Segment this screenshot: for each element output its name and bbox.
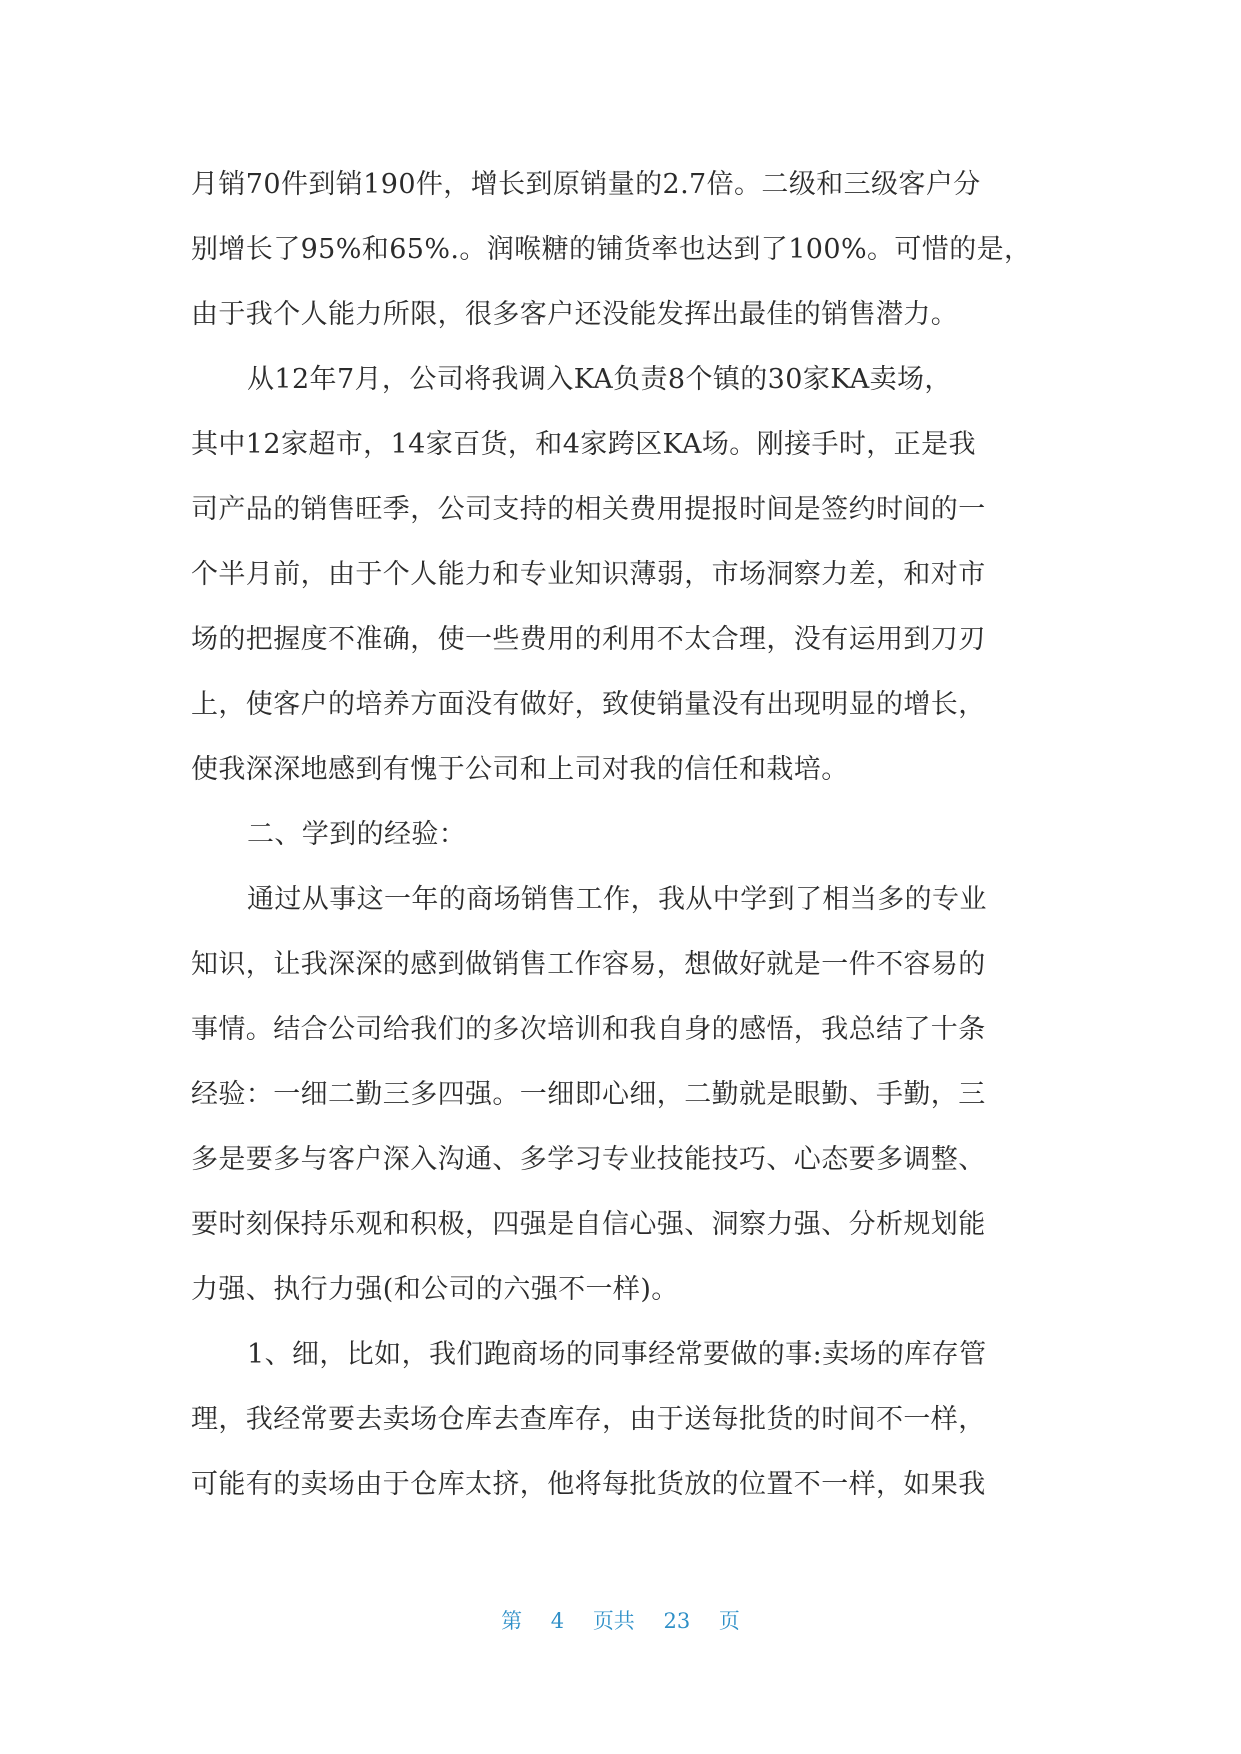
text-line: 上，使客户的培养方面没有做好，致使销量没有出现明显的增长， <box>191 689 986 720</box>
text-line: 知识，让我深深的感到做销售工作容易，想做好就是一件不容易的 <box>191 949 986 980</box>
text-line: 要时刻保持乐观和积极，四强是自信心强、洞察力强、分析规划能 <box>191 1209 986 1240</box>
text-line: 月销70件到销190件，增长到原销量的2.7倍。二级和三级客户分 <box>191 169 981 200</box>
paragraph-start-line: 通过从事这一年的商场销售工作，我从中学到了相当多的专业 <box>247 884 987 915</box>
text-line: 事情。结合公司给我们的多次培训和我自身的感悟，我总结了十条 <box>191 1014 986 1045</box>
text-line: 场的把握度不准确，使一些费用的利用不太合理，没有运用到刀刃 <box>191 624 986 655</box>
text-line: 使我深深地感到有愧于公司和上司对我的信任和栽培。 <box>191 754 849 785</box>
section-heading: 二、学到的经验： <box>247 819 467 850</box>
text-line: 司产品的销售旺季，公司支持的相关费用提报时间是签约时间的一 <box>191 494 986 525</box>
footer-prefix: 第 <box>501 1609 523 1633</box>
paragraph-start-line: 1、细，比如，我们跑商场的同事经常要做的事:卖场的库存管 <box>247 1339 987 1370</box>
text-line: 个半月前，由于个人能力和专业知识薄弱，市场洞察力差，和对市 <box>191 559 986 590</box>
text-line: 多是要多与客户深入沟通、多学习专业技能技巧、心态要多调整、 <box>191 1144 986 1175</box>
text-line: 理，我经常要去卖场仓库去查库存，由于送每批货的时间不一样， <box>191 1404 986 1435</box>
footer-total-pages: 23 <box>663 1609 691 1633</box>
text-line: 经验：一细二勤三多四强。一细即心细，二勤就是眼勤、手勤，三 <box>191 1079 986 1110</box>
footer-page-number: 4 <box>550 1609 565 1633</box>
text-line: 力强、执行力强(和公司的六强不一样)。 <box>191 1274 679 1305</box>
document-body <box>191 152 1051 1517</box>
text-line: 可能有的卖场由于仓库太挤，他将每批货放的位置不一样，如果我 <box>191 1469 986 1500</box>
text-line: 其中12家超市，14家百货，和4家跨区KA场。刚接手时，正是我 <box>191 429 976 460</box>
text-line: 由于我个人能力所限，很多客户还没能发挥出最佳的销售潜力。 <box>191 299 959 330</box>
footer-middle: 页共 <box>592 1609 635 1633</box>
page-footer <box>0 1605 1241 1635</box>
text-line: 别增长了95%和65%.。润喉糖的铺货率也达到了100%。可惜的是， <box>191 234 1032 265</box>
footer-suffix: 页 <box>718 1609 740 1633</box>
paragraph-start-line: 从12年7月，公司将我调入KA负责8个镇的30家KA卖场， <box>247 364 952 395</box>
